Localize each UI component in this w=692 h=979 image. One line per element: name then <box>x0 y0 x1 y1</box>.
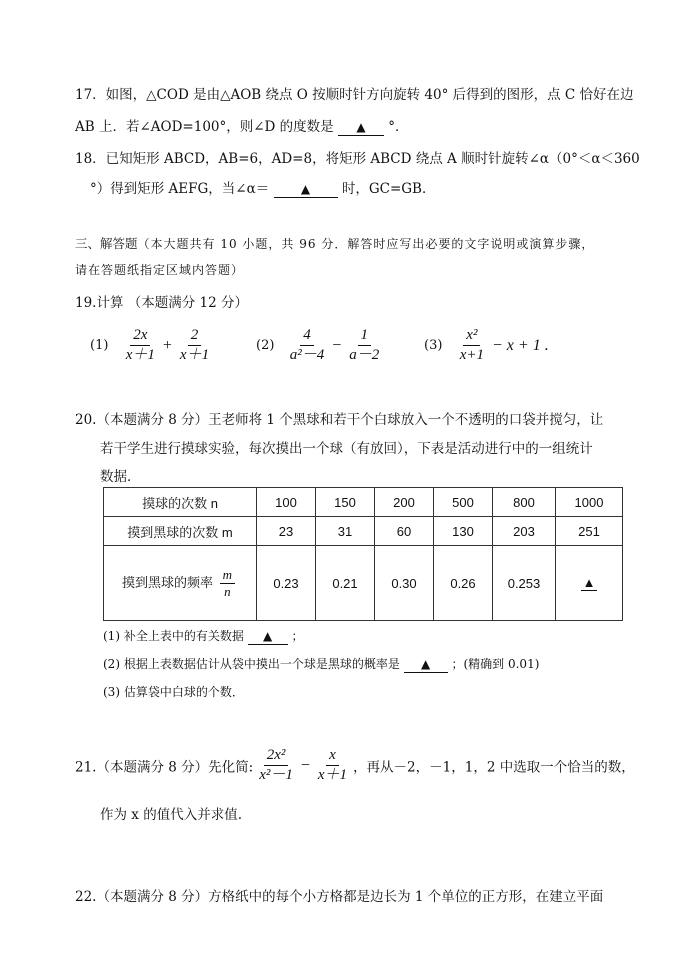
q18-line1: 18．已知矩形 ABCD，AB=6，AD=8，将矩形 ABCD 绕点 A 顺时针旋转∠α（0°＜α＜360 <box>75 151 640 167</box>
triangle-icon: ▲ <box>582 575 596 590</box>
table-cell: 251 <box>556 517 623 546</box>
frequency-label: 摸到黑球的频率 <box>121 574 213 590</box>
q20-sub2-prefix: (2) 根据上表数据估计从袋中摸出一个球是黑球的概率是 <box>103 657 400 671</box>
table-cell: 130 <box>434 517 493 546</box>
section3-desc2: 请在答题纸指定区域内答题） <box>75 263 245 277</box>
fraction <box>123 326 158 365</box>
fraction <box>256 746 296 785</box>
fraction <box>457 326 487 365</box>
operator: + <box>162 336 172 354</box>
numerator: 4 <box>300 326 314 346</box>
q18-line2 <box>90 177 435 198</box>
denominator: x＋1 <box>125 347 155 363</box>
row-header: 摸球的次数 n <box>104 488 257 517</box>
numerator: x <box>326 746 339 766</box>
table-cell: 100 <box>257 488 316 517</box>
numerator: 2x <box>130 326 150 346</box>
table-cell: 0.23 <box>257 546 316 621</box>
table-cell-answer-blank[interactable] <box>556 546 623 621</box>
q20-sub1 <box>103 627 304 645</box>
denominator: x²－1 <box>259 767 293 783</box>
section3-desc1: （本大题共有 10 小题，共 96 分．解答时应写出必要的文字说明或演算步骤， <box>137 237 595 251</box>
table-cell: 500 <box>434 488 493 517</box>
table-cell: 0.21 <box>316 546 375 621</box>
table-cell: 200 <box>375 488 434 517</box>
table-cell: 203 <box>493 517 556 546</box>
q20-sub1-blank[interactable] <box>248 629 288 645</box>
q19-problem-1 <box>90 326 215 365</box>
q21-line1 <box>75 746 635 785</box>
expression-tail: − x + 1 . <box>492 336 549 354</box>
q18-answer-blank[interactable] <box>274 182 338 198</box>
q19-p2-label: (2) <box>256 338 275 353</box>
q20-sub1-suffix: ； <box>291 629 304 643</box>
section3-title: 三、解答题 <box>75 236 138 251</box>
table-cell: 0.30 <box>375 546 434 621</box>
q19-problem-2 <box>256 326 385 365</box>
q19-problem-3 <box>424 326 551 365</box>
denominator: x+1 <box>459 347 484 363</box>
q17-line2-suffix: °． <box>388 119 409 135</box>
denominator: x＋1 <box>179 347 210 363</box>
q19-p3-label: (3) <box>424 338 443 353</box>
table-cell: 60 <box>375 517 434 546</box>
table-row <box>104 488 623 517</box>
table-row <box>104 546 623 621</box>
q20-sub2 <box>103 655 539 673</box>
numerator: 2x² <box>264 746 289 766</box>
triangle-icon: ▲ <box>356 120 366 134</box>
q20-line3: 数据． <box>100 469 141 485</box>
q20-sub2-blank[interactable] <box>404 657 448 673</box>
triangle-icon: ▲ <box>421 657 431 671</box>
q19-p1-label: (1) <box>90 338 109 353</box>
q18-line2-suffix: 时，GC=GB． <box>341 181 436 197</box>
q21-line2: 作为 x 的值代入并求值. <box>100 807 242 823</box>
q17-line2-prefix: AB 上．若∠AOD=100°，则∠D 的度数是 <box>75 119 334 135</box>
numerator: x² <box>463 326 480 346</box>
q21-prefix: 21.（本题满分 8 分）先化简: <box>75 759 254 776</box>
fraction <box>287 326 328 365</box>
q18-line2-prefix: °）得到矩形 AEFG，当∠α＝ <box>90 181 270 197</box>
fraction <box>346 326 382 365</box>
table-cell: 150 <box>316 488 375 517</box>
stats-table <box>103 487 623 621</box>
table-cell: 1000 <box>556 488 623 517</box>
q22-line1: 22.（本题满分 8 分）方格纸中的每个小方格都是边长为 1 个单位的正方形，在建立平面 <box>75 889 604 905</box>
fraction <box>315 746 350 785</box>
q20-line2: 若干学生进行摸球实验，每次摸出一个球（有放回），下表是活动进行中的一组统计 <box>100 441 593 457</box>
q20-sub1-prefix: (1) 补全上表中的有关数据 <box>103 629 244 643</box>
triangle-icon: ▲ <box>263 629 273 643</box>
q17-line1: 17．如图，△COD 是由△AOB 绕点 O 按顺时针方向旋转 40° 后得到的图形，点 C 恰好在边 <box>75 87 634 103</box>
operator: − <box>300 756 310 774</box>
denominator: a－2 <box>349 347 380 363</box>
table-row <box>104 517 623 546</box>
row-header <box>104 546 257 621</box>
q20-sub2-suffix: ；(精确到 0.01) <box>451 657 540 671</box>
row-header: 摸到黑球的次数 m <box>104 517 257 546</box>
table-cell: 0.26 <box>434 546 493 621</box>
q19-heading: 19.计算 （本题满分 12 分） <box>75 295 249 311</box>
q20-line1: 20.（本题满分 8 分）王老师将 1 个黑球和若干个白球放入一个不透明的口袋并搅匀，让 <box>75 412 604 428</box>
section3-header <box>75 234 594 252</box>
table-cell: 0.253 <box>493 546 556 621</box>
q17-answer-blank[interactable] <box>338 120 384 136</box>
table-cell: 23 <box>257 517 316 546</box>
table-cell: 800 <box>493 488 556 517</box>
fraction <box>220 567 235 600</box>
q17-line2 <box>75 115 409 136</box>
denominator: a²－4 <box>289 347 325 363</box>
triangle-icon: ▲ <box>300 182 311 196</box>
denominator: n <box>224 583 231 599</box>
numerator: 2 <box>188 326 202 346</box>
operator: − <box>332 336 342 354</box>
numerator: 1 <box>358 326 372 346</box>
fraction <box>177 326 212 365</box>
numerator: m <box>220 567 235 584</box>
q20-sub3: (3) 估算袋中白球的个数． <box>103 685 244 699</box>
table-cell: 31 <box>316 517 375 546</box>
denominator: x＋1 <box>317 767 348 783</box>
q21-suffix: ，再从－2，－1，1，2 中选取一个恰当的数， <box>353 759 635 776</box>
